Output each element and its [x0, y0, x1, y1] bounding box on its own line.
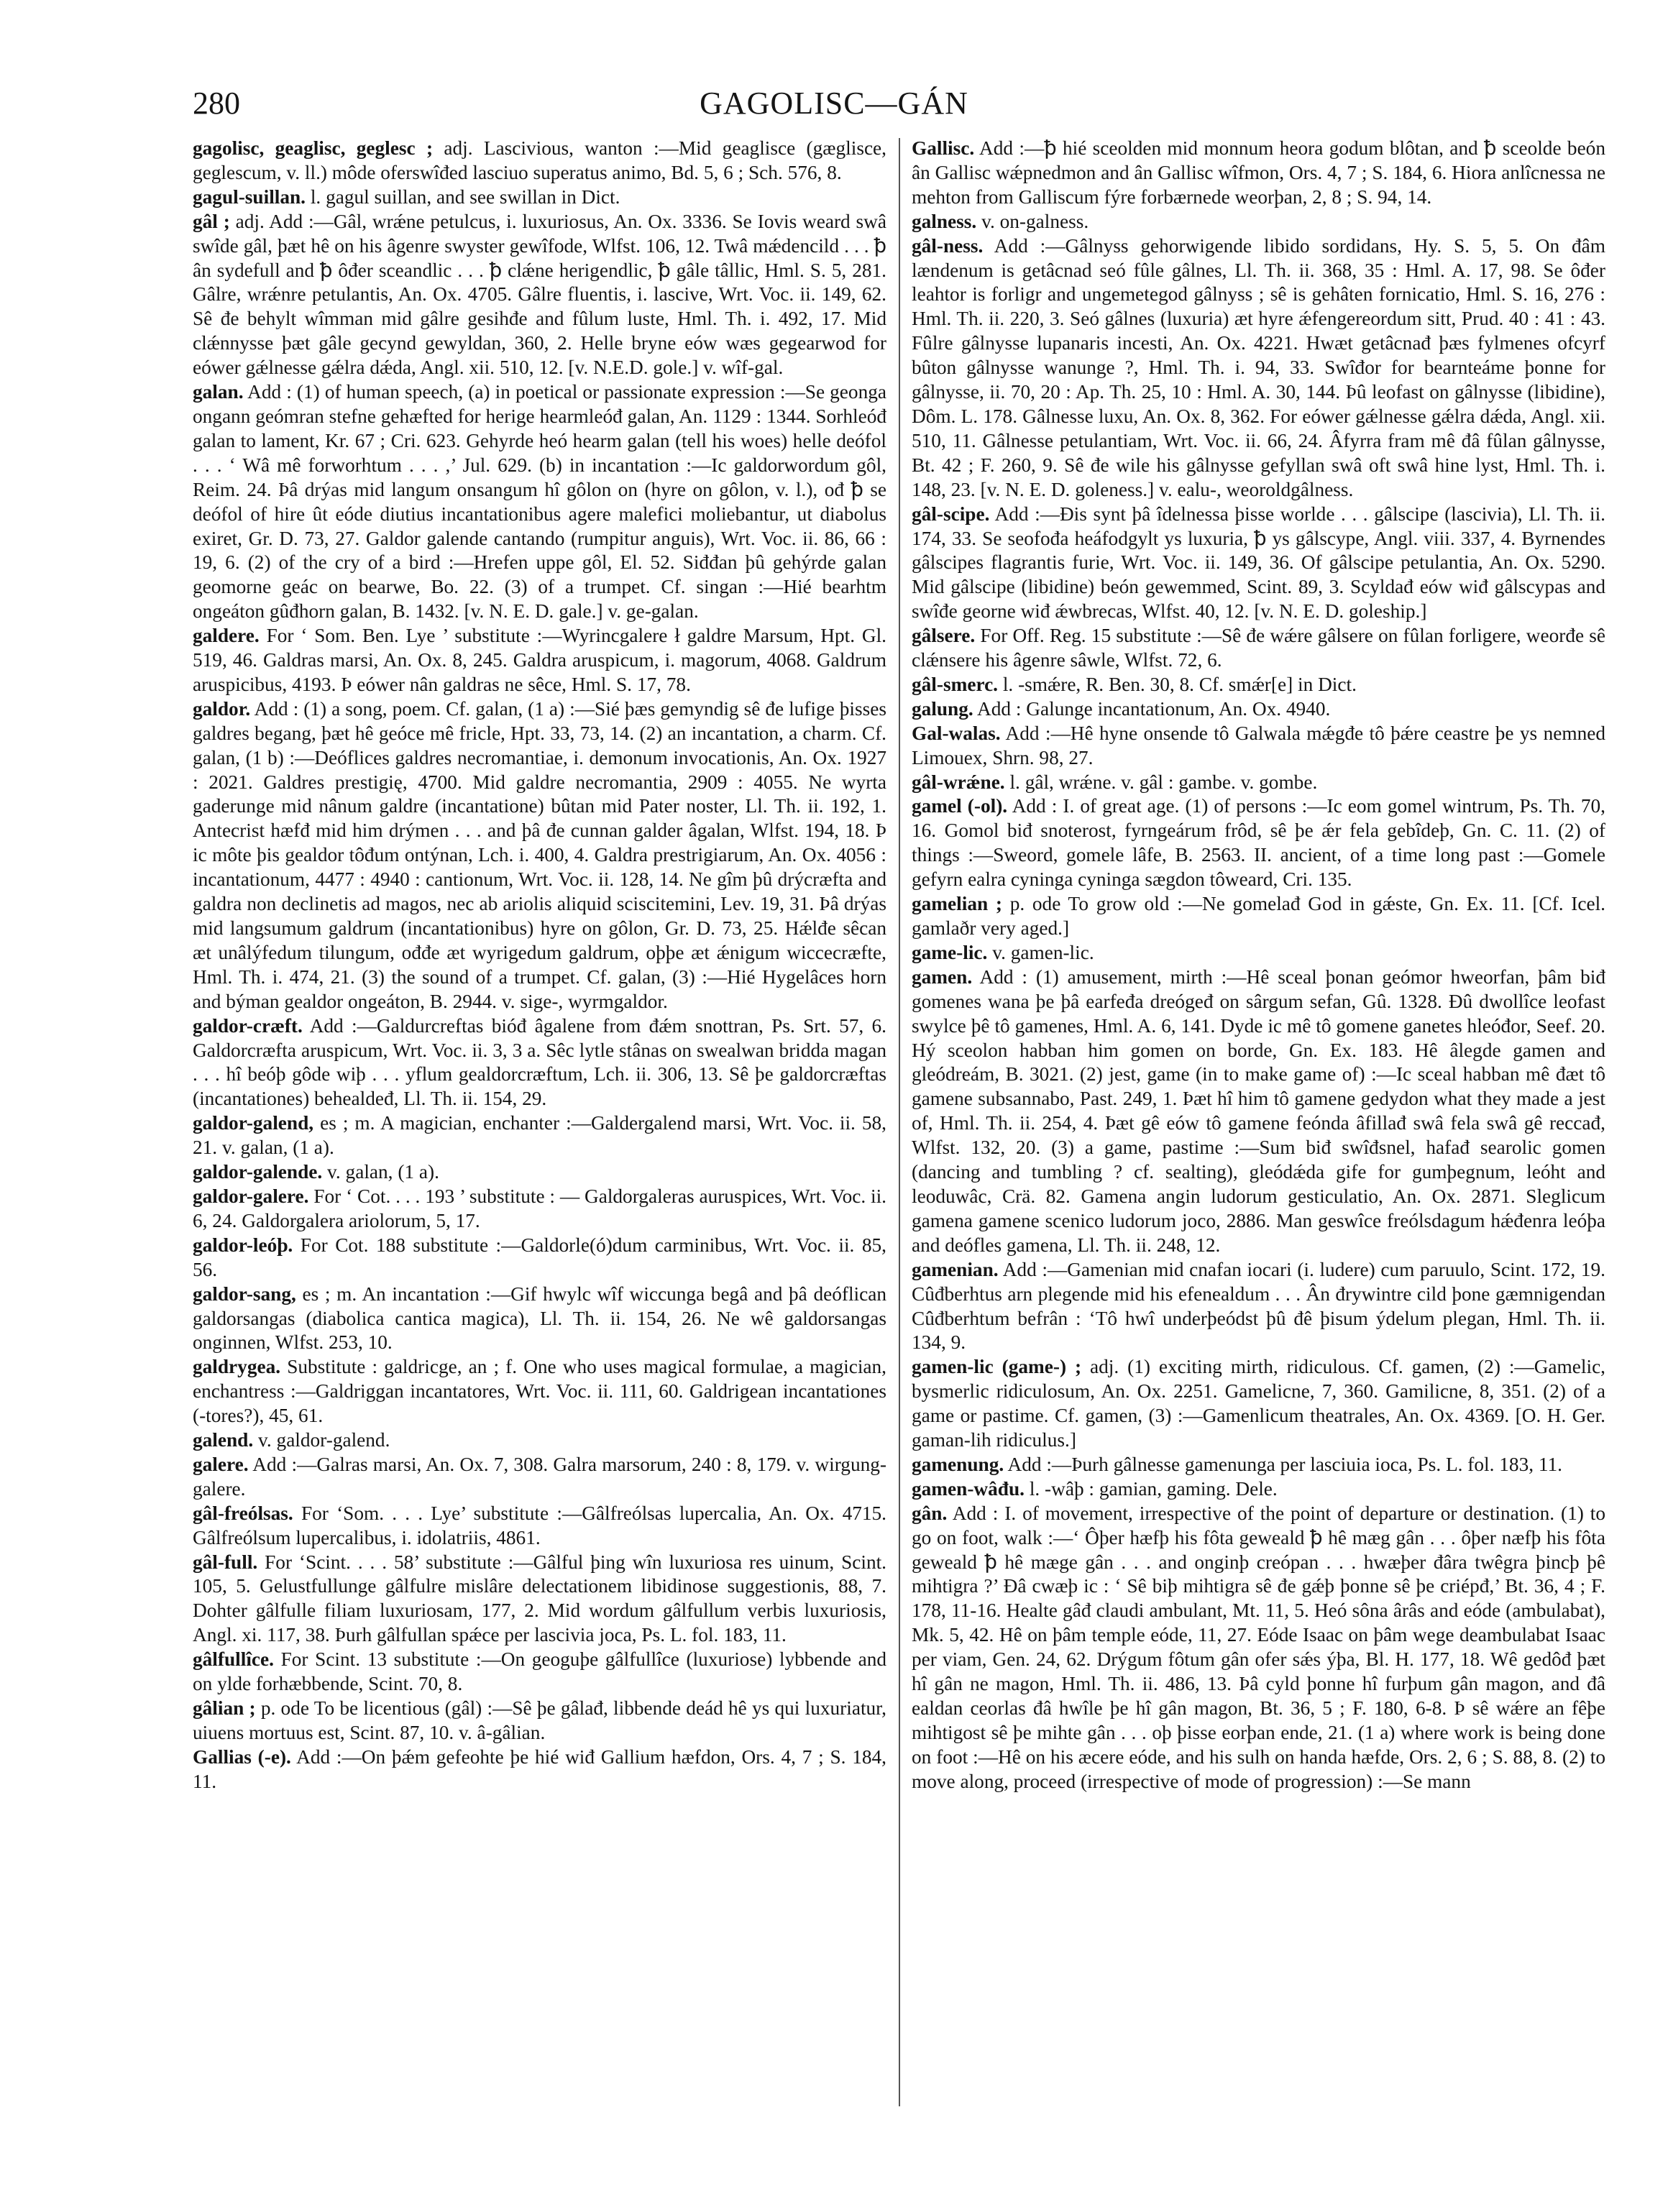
entry-text: For ‘Som. . . . Lye’ substitute :—Gâlfreólsas lupercalia, An. Ox. 4715. Gâlfreólsum lupercalibus, i. idolatriis, 4861.: [193, 1502, 886, 1548]
entry-headword: game-lic.: [912, 941, 988, 963]
dictionary-entry: [193, 1551, 886, 1648]
entry-headword: galdor-galend,: [193, 1112, 314, 1134]
dictionary-entry: [912, 941, 1605, 965]
entry-headword: gâl-wrǽne.: [912, 771, 1005, 793]
entry-text: For ‘ Cot. . . . 193 ’ substitute : — Galdorgaleras auruspices, Wrt. Voc. ii. 6, 24. Galdorgalera ariolorum, 5, 17.: [193, 1185, 886, 1231]
dictionary-entry: [912, 722, 1605, 771]
entry-text: adj. (1) exciting mirth, ridiculous. Cf. gamen, (2) :—Gamelic, bysmerlic ridiculosum, An. Ox. 2251. Gamelicne, 7, 360. Gamilicne, 8, 351. (2) of a game or pastime. Cf. gamen, (3) :—Gamenlicum theatrales, An. Ox. 4369. [O. H. Ger. gaman-lih ridiculus.]: [912, 1356, 1605, 1451]
entry-headword: galdor.: [193, 697, 251, 720]
dictionary-entry: [193, 1745, 886, 1794]
entry-text: l. -smǽre, R. Ben. 30, 8. Cf. smǽr[e] in Dict.: [1002, 673, 1357, 695]
entry-text: Add : I. of great age. (1) of persons :—Ic eom gomel wintrum, Ps. Th. 70, 16. Gomol biđ snoterost, fyrngeárum frôd, sê þe ǽr fela gebîdeþ, Gn. C. 11. (2) of things :—Sweord, gomele lâfe, B. 2563. II. ancient, of a time long past :—Gomele gefyrn ealra cyninga cyninga sægdon tôweard, Cri. 135.: [912, 795, 1605, 891]
dictionary-entry: [193, 1185, 886, 1234]
dictionary-entry: [912, 137, 1605, 210]
entry-headword: gâl-scipe.: [912, 502, 990, 525]
entry-text: adj. Add :—Gâl, wrǽne petulcus, i. luxuriosus, An. Ox. 3336. Se Iovis weard swâ swîde gâl, þæt hê on his âgenre swyster gewîfode, Wlfst. 106, 12. Twâ mǽdencild . . . ꝥ ân sydefull and ꝥ ôđer sceandlic . . . ꝥ clǽne herigendlic, ꝥ gâle tâllic, Hml. S. 5, 281. Gâlre, wrǽnre petulantis, An. Ox. 4705. Gâlre fluentis, i. lascive, Wrt. Voc. ii. 149, 62. Sê đe behylt wîmman mid gâlre gesihđe and fûlum luste, Hml. Th. i. 492, 17. Mid clǽnnysse þæt gâle gecynd gewyldan, 360, 2. Helle bryne eów wæs gegearwod for eówer gǽlnesse gǽlra dǽda, Angl. xii. 510, 12. [v. N.E.D. gole.] v. wîf-gal.: [193, 210, 886, 379]
dictionary-entry: [912, 210, 1605, 234]
entry-headword: galdere.: [193, 625, 260, 647]
dictionary-entry: [912, 1355, 1605, 1453]
entry-text: l. gâl, wrǽne. v. gâl : gambe. v. gombe.: [1009, 771, 1318, 793]
entry-headword: gamen-wâđu.: [912, 1477, 1025, 1500]
entry-text: es ; m. A magician, enchanter :—Galdergalend marsi, Wrt. Voc. ii. 58, 21. v. galan, (1 a).: [193, 1112, 886, 1159]
entry-headword: gamenung.: [912, 1453, 1004, 1475]
entry-headword: gâlsere.: [912, 625, 976, 647]
dictionary-entry: [912, 1258, 1605, 1356]
dictionary-entry: [193, 1111, 886, 1160]
entry-headword: galdor-sang,: [193, 1282, 296, 1305]
column-divider: [899, 138, 900, 2106]
entry-headword: galdrygea.: [193, 1356, 281, 1378]
dictionary-entry: [193, 380, 886, 624]
dictionary-entry: [912, 624, 1605, 673]
dictionary-entry: [912, 1453, 1605, 1477]
dictionary-entry: [912, 502, 1605, 625]
entry-text: Add : (1) a song, poem. Cf. galan, (1 a) :—Sié þæs gemyndig sê đe lufige þisses galdres begang, þæt hê geóce mê fricle, Hpt. 33, 73, 14. (2) an incantation, a charm. Cf. galan, (1 b) :—Deóflices galdres necromantiae, i. demonum invocationis, An. Ox. 1927 : 2021. Galdres prestigię, 4700. Mid galdre necromantia, 2909 : 4055. Ne wyrta gaderunge mid nânum galdre (incantatione) bûtan mid Pater noster, Ll. Th. ii. 192, 1. Antecrist hæfđ mid him drýmen . . . and þâ đe cunnan galder âgalan, Wlfst. 194, 18. Þ ic môte þis gealdor tôđum ontýnan, Lch. i. 400, 4. Galdra prestrigiarum, An. Ox. 4056 : incantationum, 4477 : 4940 : cantionum, Wrt. Voc. ii. 128, 14. Ne gîm þû drýcræfta and galdra non declinetis ad magos, nec ab ariolis aliquid sciscitemini, Lev. 19, 31. Þâ drýas mid langsumum galdrum (incantationibus) hyre on gôlon, Gr. D. 73, 25. Hǽlđe sêcan æt unâlýfedum tilungum, ođđe æt wyrigedum galdrum, oþþe æt ǽnigum wiccecræfte, Hml. Th. i. 474, 21. (3) the sound of a trumpet. Cf. galan, (3) :—Hié Hygelâces horn and býman gealdor ongeáton, B. 2944. v. sige-, wyrmgaldor.: [193, 697, 886, 1012]
entry-headword: gâl-full.: [193, 1551, 258, 1573]
running-head: GAGOLISC—GÁN: [700, 86, 968, 121]
entry-text: Add :—ꝥ hié sceolden mid monnum heora godum blôtan, and ꝥ sceolde beón ân Gallisc wǽpnedmon and ân Gallisc wîfmon, Ors. 4, 7 ; S. 184, 6. Hiora anlîcnessa ne mehton from Galliscum fýre forbærnede weorþan, 2, 8 ; S. 94, 14.: [912, 137, 1605, 208]
entry-headword: gâl ;: [193, 210, 230, 232]
entry-text: Add : (1) of human speech, (a) in poetical or passionate expression :—Se geonga ongann geómran stefne gehæfted for herige hearmleóđ galan, An. 1129 : 1344. Sorhleóđ galan to lament, Kr. 67 ; Cri. 623. Gehyrde heó hearm galan (tell his woes) helle deófol . . . ‘ Wâ mê forworhtum . . . ,’ Jul. 629. (b) in incantation :—Ic galdorwordum gôl, Reim. 24. Þâ drýas mid langum onsangum hî gôlon on (hyre on gôlon, v. l.), ođ ꝥ se deófol of hire ût eóde diutius incantationibus agere malefici moliebantur, ut diabolus exiret, Gr. D. 73, 27. Galdor galende cantando (rumpitur anguis), Wrt. Voc. ii. 86, 66 : 19, 6. (2) of the cry of a bird :—Hrefen uppe gôl, El. 52. Siđđan þû gehýrde galan geomorne geác on bearwe, Bo. 22. (3) of a trumpet. Cf. singan :—Hié bearhtm ongeáton gûđhorn galan, B. 1432. [v. N. E. D. gale.] v. ge-galan.: [193, 381, 886, 623]
entry-headword: galdor-cræft.: [193, 1014, 303, 1037]
entry-text: v. on-galness.: [981, 210, 1089, 232]
entry-text: Add :—Galras marsi, An. Ox. 7, 308. Galra marsorum, 240 : 8, 179. v. wirgung-galere.: [193, 1453, 886, 1500]
entry-text: Add : I. of movement, irrespective of the point of departure or destination. (1) to go on foot, walk :—‘ Ôþer hæfþ his fôta geweald ꝥ hê mæg gân . . . ôþer næfþ his fôta geweald ꝥ hê mæge gân . . . and onginþ creópan . . . hwæþer đâra twêgra þincþ þê mihtigra ?’ Đâ cwæþ ic : ‘ Sê biþ mihtigra sê đe gǽþ þonne sê þe criépđ,’ Bt. 36, 4 ; F. 178, 11-16. Healte gâđ claudi ambulant, Mt. 11, 5. Heó sôna ârâs and eóde (ambulabat), Mk. 5, 42. Hê on þâm temple eóde, 11, 27. Eóde Isaac on þâm wege deambulabat Isaac per viam, Gen. 24, 62. Drýgum fôtum gân ofer sǽs ýþa, Bl. H. 177, 18. Wê gedôđ þæt hî gân ne magon, Hml. Th. ii. 486, 13. Þâ cyld þonne hî furþum gân magon, and đâ ealdan ceorlas đâ hwîle þe hî gân magon, Bt. 36, 5 ; F. 180, 6-8. Þ sê wǽre an fêþe mihtigost sê þe mihte gân . . . oþ þisse eorþan ende, 21. (1 a) where work is being done on foot :—Hê on his æcere eóde, and his sulh on handa hæfde, Ors. 2, 6 ; S. 88, 8. (2) to move along, proceed (irrespective of mode of progression) :—Se mann: [912, 1502, 1605, 1792]
entry-text: Add :—Gâlnyss gehorwigende libido sordidans, Hy. S. 5, 5. On đâm lændenum is getâcnad seó fûle gâlnes, Ll. Th. ii. 368, 35 : Hml. A. 17, 98. Se ôđer leahtor is forligr and ungemetegod gâlnyss ; sê is gehâten fornicatio, Hml. S. 16, 276 : Hml. Th. ii. 220, 3. Seó gâlnes (luxuria) æt hyre ǽfengereordum sitt, Prud. 40 : 41 : 43. Fûlre gâlnysse lupanaris incesti, An. Ox. 4221. Hwæt getâcnađ þæs fylmenes ofcyrf bûton gâlnysse wanunge ?, Hml. Th. i. 94, 33. Swîđor for bearnteáme þonne for gâlnysse, ii. 70, 20 : Ap. Th. 25, 10 : Hml. A. 30, 144. Þû leofast on gâlnysse (libidine), Dôm. L. 178. Gâlnesse luxu, An. Ox. 8, 362. For eówer gǽlnesse gǽlra dǽda, Angl. xii. 510, 11. Gâlnesse petulantiam, Wrt. Voc. ii. 66, 24. Âfyrra fram mê đâ fûlan gâlnysse, Bt. 42 ; F. 260, 9. Sê đe wile his gâlnysse gefyllan swâ oft swâ hine lyst, Hml. Th. i. 148, 23. [v. N. E. D. goleness.] v. ealu-, weoroldgâlness.: [912, 234, 1605, 500]
dictionary-entry: [912, 1477, 1605, 1502]
dictionary-entry: [193, 1355, 886, 1428]
entry-text: Add : (1) amusement, mirth :—Hê sceal þonan geómor hweorfan, þâm biđ gomenes wana þe þâ earfeđa dreógeđ on sârgum sefan, Gû. 1328. Đû dwollîce leofast swylce þê tô gamenes, Hml. A. 6, 141. Dyde ic mê tô gomene ganetes hleóđor, Seef. 20. Hý sceolon habban him gomen on borde, Gn. Ex. 183. Hê âlegde gamen and gleódreám, B. 3021. (2) jest, game (in to make game of) :—Ic sceal habban mê đæt tô gamene subsannabo, Past. 249, 1. Þæt hî him tô gamene gedydon what they made a jest of, Hml. Th. ii. 254, 4. Þæt gê eów tô gamene feónda âfillađ swâ fela swâ gê reccađ, Wlfst. 132, 20. (3) a game, pastime :—Sum biđ swîđsnel, hafađ searolic gomen (dancing and tumbling ? cf. sealting), gleódǽda gife for gumþegnum, leóht and leoduwâc, Crä. 82. Gamena angin ludorum gesticulatio, An. Ox. 2871. Sleglicum gamena gamene scenico ludorum joco, 2886. Man geswîce freólsdagum hǽđenra leóþa and deófles gamena, Ll. Th. ii. 248, 12.: [912, 965, 1605, 1256]
page-number: 280: [193, 86, 240, 121]
entry-text: For ‘Scint. . . . 58’ substitute :—Gâlful þing wîn luxuriosa res uinum, Scint. 105, 5. Gelustfullunge gâlfulre mislâre delectationem libidinose suggestionis, 88, 7. Dohter gâlfulle filiam luxuriosam, 177, 2. Mid wordum gâlfullum verbis luxuriosis, Angl. xi. 117, 38. Þurh gâlfullan spǽce per lascivia joca, Ps. L. fol. 183, 11.: [193, 1551, 886, 1646]
entry-headword: Gallisc.: [912, 137, 975, 159]
entry-headword: Gallias (-e).: [193, 1745, 291, 1768]
entry-headword: gâlfullîce.: [193, 1648, 274, 1671]
entry-text: p. ode To grow old :—Ne gomelađ God in gǽste, Gn. Ex. 11. [Cf. Icel. gamlaðr very aged.]: [912, 893, 1605, 939]
dictionary-entry: [193, 1453, 886, 1502]
entry-headword: galung.: [912, 697, 973, 720]
entry-headword: gamen-lic (game-) ;: [912, 1356, 1082, 1378]
dictionary-entry: [912, 1502, 1605, 1794]
entry-text: Add :—On þǽm gefeohte þe hié wiđ Gallium hæfdon, Ors. 4, 7 ; S. 184, 11.: [193, 1745, 886, 1792]
entry-text: v. gamen-lic.: [992, 941, 1094, 963]
entry-text: Add :—Þurh gâlnesse gamenunga per lasciuia ioca, Ps. L. fol. 183, 11.: [1007, 1453, 1562, 1475]
entry-headword: galness.: [912, 210, 977, 232]
right-column: [912, 137, 1605, 2121]
dictionary-entry: [193, 1014, 886, 1112]
entry-headword: gâlian ;: [193, 1697, 256, 1719]
entry-text: v. galdor-galend.: [258, 1429, 390, 1451]
entry-headword: gâl-freólsas.: [193, 1502, 293, 1524]
entry-text: Add : Galunge incantationum, An. Ox. 4940.: [977, 697, 1331, 720]
dictionary-entry: [193, 1697, 886, 1745]
entry-text: Substitute : galdricge, an ; f. One who uses magical formulae, a magician, enchantress :—Galdriggan incantatores, Wrt. Voc. ii. 111, 60. Galdrigean incantationes (-tores?), 45, 61.: [193, 1356, 886, 1427]
entry-text: Add :—Đis synt þâ îdelnessa þisse worlde . . . gâlscipe (lascivia), Ll. Th. ii. 174, 33. Se seofođa heáfodgylt ys luxuria, ꝥ ys gâlscype, Angl. viii. 337, 4. Byrnendes gâlscipes flagrantis furie, Wrt. Voc. ii. 149, 36. Of gâlscipe petulantia, An. Ox. 5290. Mid gâlscipe (libidine) beón gewemmed, Scint. 89, 3. Scyldađ eów wiđ gâlscypas and swîđe georne wiđ ǽwbrecas, Wlfst. 40, 12. [v. N. E. D. goleship.]: [912, 502, 1605, 623]
dictionary-entry: [912, 965, 1605, 1258]
dictionary-entry: [193, 1282, 886, 1356]
dictionary-entry: [912, 892, 1605, 941]
entry-text: For ‘ Som. Ben. Lye ’ substitute :—Wyrincgalere ł galdre Marsum, Hpt. Gl. 519, 46. Galdras marsi, An. Ox. 8, 245. Galdra aruspicum, i. magorum, 4068. Galdrum aruspicibus, 4193. Þ eówer nân galdras ne sêce, Hml. S. 17, 78.: [193, 625, 886, 695]
dictionary-entry: [193, 210, 886, 380]
dictionary-entry: [193, 1234, 886, 1282]
dictionary-entry: [912, 771, 1605, 795]
entry-headword: gamel (-ol).: [912, 795, 1008, 817]
entry-text: p. ode To be licentious (gâl) :—Sê þe gâlađ, libbende deád hê ys qui luxuriatur, uiuens mortuus est, Scint. 87, 10. v. â-gâlian.: [193, 1697, 886, 1743]
dictionary-entry: [193, 624, 886, 697]
entry-headword: gân.: [912, 1502, 948, 1524]
entry-text: For Cot. 188 substitute :—Galdorle(ó)dum carminibus, Wrt. Voc. ii. 85, 56.: [193, 1234, 886, 1280]
entry-text: For Scint. 13 substitute :—On geoguþe gâlfullîce (luxuriose) lybbende and on ylde forhæbbende, Scint. 70, 8.: [193, 1648, 886, 1695]
entry-headword: gamen.: [912, 965, 973, 988]
left-column: [193, 137, 886, 2121]
entry-headword: gagul-suillan.: [193, 185, 306, 208]
entry-text: l. -wâþ : gamian, gaming. Dele.: [1029, 1477, 1278, 1500]
entry-headword: gâl-ness.: [912, 234, 984, 257]
entry-text: Add :—Galdurcreftas bióđ âgalene from đǽm snottran, Ps. Srt. 57, 6. Galdorcræfta aruspicum, Wrt. Voc. ii. 3, 3 a. Sêc lytle stânas on swealwan bridda magan . . . hî beóþ gôde wiþ . . . yflum gealdorcræftum, Lch. ii. 306, 13. Sê þe galdorcræftas (incantationes) behealdeđ, Ll. Th. ii. 154, 29.: [193, 1014, 886, 1110]
entry-headword: galere.: [193, 1453, 249, 1475]
entry-text: Add :—Gamenian mid cnafan iocari (i. ludere) cum paruulo, Scint. 172, 19. Cûđberhtus arn plegende mid his efenealdum . . . Ân đrywintre cild þone gæmnigendan Cûđberhtum befrân : ‘Tô hwî underþeódst þû đê þisum ýdelum plegan, Hml. Th. ii. 134, 9.: [912, 1258, 1605, 1354]
entry-headword: galend.: [193, 1429, 254, 1451]
entry-text: v. galan, (1 a).: [327, 1161, 439, 1183]
entry-headword: gâl-smerc.: [912, 673, 999, 695]
dictionary-entry: [912, 234, 1605, 502]
entry-text: l. gagul suillan, and see swillan in Dict.: [310, 185, 620, 208]
dictionary-entry: [193, 137, 886, 185]
entry-headword: Gal-walas.: [912, 722, 1001, 744]
entry-text: adj. Lascivious, wanton :—Mid geaglisce (gæglisce, geglescum, v. ll.) môde oferswîđed lasciuo superatus animo, Bd. 5, 6 ; Sch. 576, 8.: [193, 137, 886, 183]
dictionary-entry: [193, 697, 886, 1014]
dictionary-entry: [193, 1648, 886, 1697]
entry-headword: gamenian.: [912, 1258, 999, 1280]
entry-headword: gamelian ;: [912, 893, 1002, 915]
dictionary-entry: [193, 1428, 886, 1453]
entry-text: es ; m. An incantation :—Gif hwylc wîf wiccunga begâ and þâ deóflican galdorsangas (diabolica cantica magica), Ll. Th. ii. 154, 26. Ne wê galdorsangas onginnen, Wlfst. 253, 10.: [193, 1282, 886, 1354]
dictionary-entry: [193, 1502, 886, 1551]
dictionary-entry: [193, 1160, 886, 1185]
entry-headword: galdor-galende.: [193, 1161, 323, 1183]
entry-headword: galan.: [193, 381, 244, 403]
entry-headword: galdor-galere.: [193, 1185, 309, 1207]
entry-text: Add :—Hê hyne onsende tô Galwala mǽgđe tô þǽre ceastre þe ys nemned Limouex, Shrn. 98, 27.: [912, 722, 1605, 768]
dictionary-entry: [912, 673, 1605, 697]
dictionary-entry: [193, 185, 886, 210]
entry-text: For Off. Reg. 15 substitute :—Sê đe wǽre gâlsere on fûlan forligere, weorđe sê clǽnsere his âgenre sâwle, Wlfst. 72, 6.: [912, 625, 1605, 671]
entry-headword: gagolisc, geaglisc, geglesc ;: [193, 137, 434, 159]
dictionary-entry: [912, 794, 1605, 892]
entry-headword: galdor-leóþ.: [193, 1234, 293, 1256]
dictionary-entry: [912, 697, 1605, 722]
